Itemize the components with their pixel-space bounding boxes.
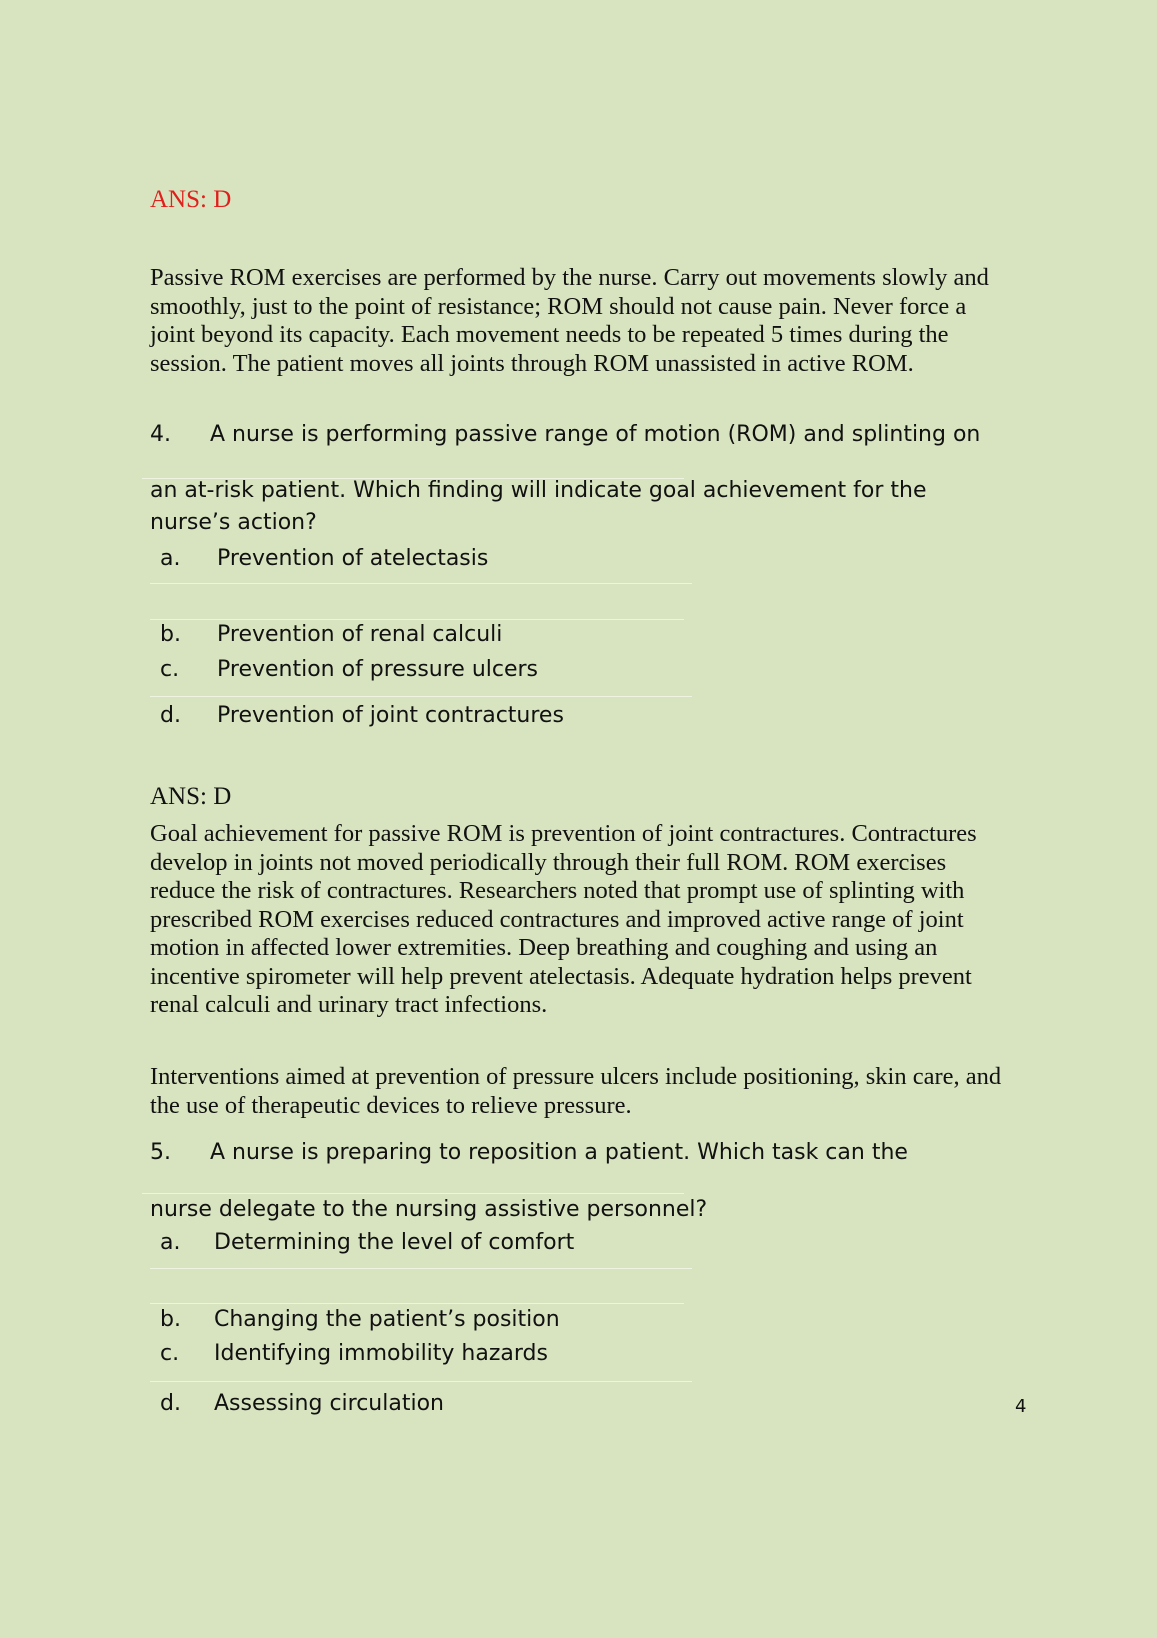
option-letter: c. <box>160 1341 180 1366</box>
question-stem-line1: A nurse is preparing to reposition a patient. Which task can the <box>210 1140 908 1165</box>
answer-q4: ANS: D <box>150 783 232 810</box>
option-letter: a. <box>160 1230 181 1255</box>
divider <box>150 1303 684 1304</box>
option-text: Prevention of pressure ulcers <box>217 657 539 682</box>
question-number: 5. <box>150 1140 171 1165</box>
option-letter: c. <box>160 657 180 682</box>
question-stem-line2: nurse delegate to the nursing assistive personnel? <box>150 1197 708 1222</box>
rationale-paragraph-q4: Goal achievement for passive ROM is prevention of joint contractures. Contractures develop in joints not moved periodically through their full ROM. ROM exercises reduce the risk of contractures. Researchers noted that prompt use of splinting with prescribed ROM exercises reduced contractures and improved active range of joint motion in affected lower extremities. Deep breathing and coughing and using an incentive spirometer will help prevent atelectasis. Adequate hydration helps prevent renal calculi and urinary tract infections. <box>150 820 977 1018</box>
option-text: Assessing circulation <box>214 1391 444 1416</box>
divider <box>150 1381 692 1382</box>
question-stem-line3: nurse’s action? <box>150 510 317 535</box>
option-text: Changing the patient’s position <box>214 1307 560 1332</box>
option-letter: d. <box>160 1391 181 1416</box>
divider <box>150 619 684 620</box>
divider <box>142 1193 684 1194</box>
option-letter: b. <box>160 1307 181 1332</box>
rationale-paragraph-q3: Passive ROM exercises are performed by the nurse. Carry out movements slowly and smoothly, just to the point of resistance; ROM should not cause pain. Never force a joint beyond its capacity. Each movement needs to be repeated 5 times during the session. The patient moves all joints through ROM unassisted in active ROM. <box>150 264 989 377</box>
question-stem-line1: A nurse is performing passive range of motion (ROM) and splinting on <box>210 422 981 447</box>
option-text: Identifying immobility hazards <box>214 1341 548 1366</box>
previous-answer: ANS: D <box>150 186 232 213</box>
page-number: 4 <box>1015 1396 1027 1417</box>
option-text: Prevention of joint contractures <box>217 703 564 728</box>
option-letter: b. <box>160 622 181 647</box>
option-text: Prevention of renal calculi <box>217 622 503 647</box>
question-number: 4. <box>150 422 171 447</box>
option-letter: a. <box>160 546 181 571</box>
option-text: Determining the level of comfort <box>214 1230 575 1255</box>
divider <box>150 1268 692 1269</box>
divider <box>150 696 692 697</box>
option-text: Prevention of atelectasis <box>217 546 489 571</box>
question-stem-line2: an at-risk patient. Which finding will indicate goal achievement for the <box>150 478 927 503</box>
option-letter: d. <box>160 703 181 728</box>
divider <box>150 583 692 584</box>
rationale-paragraph-q4-continued: Interventions aimed at prevention of pressure ulcers include positioning, skin care, and the use of therapeutic devices to relieve pressure. <box>150 1063 1002 1119</box>
